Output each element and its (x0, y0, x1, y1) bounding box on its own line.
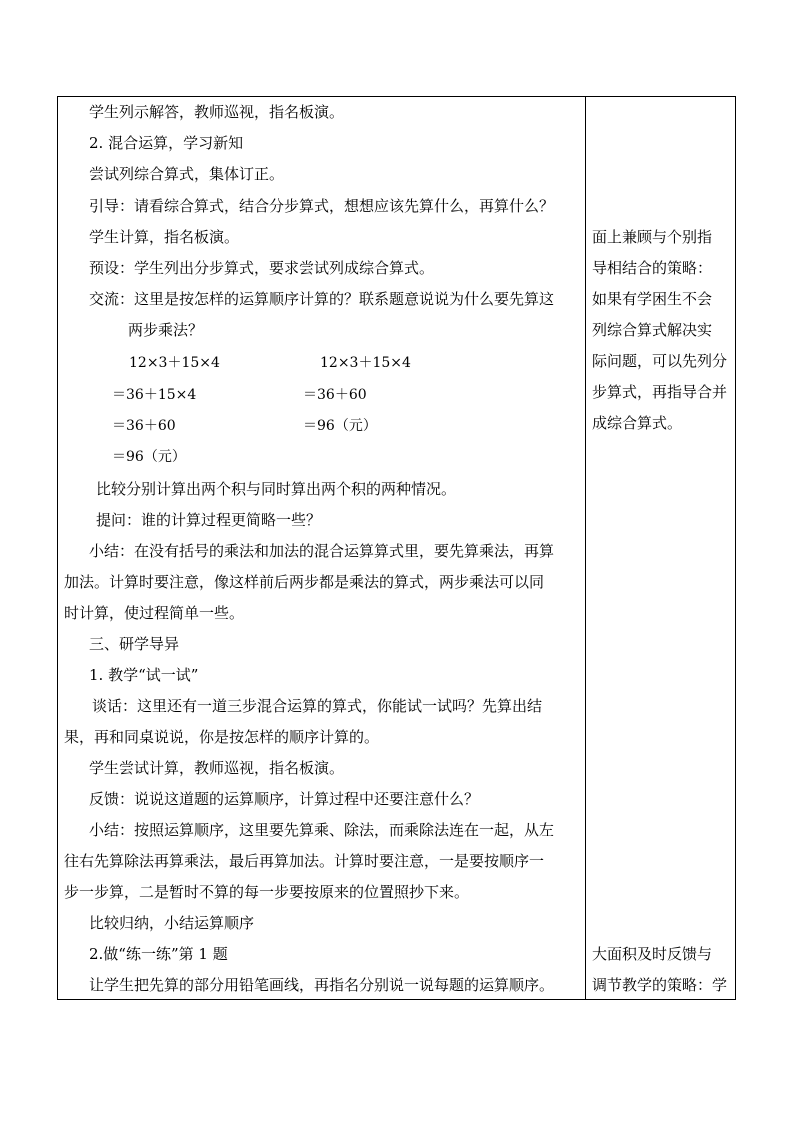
main-line-17: 学生尝试计算，教师巡视，指名板演。 (89, 759, 345, 777)
side-note-1-line-5: 际问题，可以先列分 (592, 352, 728, 370)
side-note-2-line-1: 大面积及时反馈与 (592, 945, 713, 963)
main-line-18: 反馈：说说这道题的运算顺序，计算过程中还要注意什么？ (89, 790, 480, 808)
main-line-9: 比较分别计算出两个积与同时算出两个积的两种情况。 (96, 480, 457, 498)
section-heading: 三、研学导异 (89, 635, 180, 653)
side-note-1-line-4: 列综合算式解决实 (592, 321, 713, 339)
main-line-13: 时计算，使过程简单一些。 (64, 604, 245, 622)
side-note-1-line-7: 成综合算式。 (592, 414, 683, 432)
side-note-1-line-3: 如果有学困生不会 (592, 290, 713, 308)
calc-right-3: ＝96（元） (303, 418, 377, 434)
main-line-16: 果，再和同桌说说，你是按怎样的顺序计算的。 (64, 728, 380, 746)
main-line-2: 2. 混合运算，学习新知 (89, 134, 244, 152)
main-line-23: 2.做“练一练”第 1 题 (89, 945, 228, 963)
calc-right-1: 12×3＋15×4 (320, 355, 411, 371)
side-note-2-line-2: 调节教学的策略：学 (592, 976, 728, 994)
calc-left-1: 12×3＋15×4 (129, 355, 220, 371)
main-line-14: 1. 教学“试一试” (89, 666, 199, 684)
calc-right-2: ＝36＋60 (303, 387, 367, 403)
side-note-1-line-2: 导相结合的策略： (592, 259, 713, 277)
calc-left-3: ＝36＋60 (112, 418, 176, 434)
main-line-20: 往右先算除法再算乘法，最后再算加法。计算时要注意，一是要按顺序一 (64, 852, 545, 870)
main-line-24: 让学生把先算的部分用铅笔画线，再指名分别说一说每题的运算顺序。 (89, 976, 555, 994)
main-line-15: 谈话：这里还有一道三步混合运算的算式，你能试一试吗？先算出结 (92, 697, 543, 715)
main-line-3: 尝试列综合算式，集体订正。 (89, 165, 285, 183)
calc-left-4: ＝96（元） (112, 449, 186, 465)
main-line-10: 提问：谁的计算过程更简略一些？ (96, 511, 322, 529)
main-line-22: 比较归纳，小结运算顺序 (89, 914, 255, 932)
main-line-4: 引导：请看综合算式，结合分步算式，想想应该先算什么，再算什么？ (89, 197, 555, 215)
main-line-8: 两步乘法？ (128, 321, 204, 339)
main-line-11: 小结：在没有括号的乘法和加法的混合运算算式里，要先算乘法，再算 (89, 542, 555, 560)
main-line-5: 学生计算，指名板演。 (89, 228, 240, 246)
side-note-1-line-6: 步算式，再指导合并 (592, 383, 728, 401)
main-line-7: 交流：这里是按怎样的运算顺序计算的？联系题意说说为什么要先算这 (89, 290, 555, 308)
column-divider (585, 96, 586, 1000)
side-note-1-line-1: 面上兼顾与个别指 (592, 228, 713, 246)
main-line-12: 加法。计算时要注意，像这样前后两步都是乘法的算式，两步乘法可以同 (64, 573, 545, 591)
main-line-19: 小结：按照运算顺序，这里要先算乘、除法，而乘除法连在一起，从左 (89, 821, 555, 839)
main-line-21: 步一步算，二是暂时不算的每一步要按原来的位置照抄下来。 (64, 883, 470, 901)
main-line-1: 学生列示解答，教师巡视，指名板演。 (89, 103, 345, 121)
main-line-6: 预设：学生列出分步算式，要求尝试列成综合算式。 (89, 259, 435, 277)
calc-left-2: ＝36＋15×4 (112, 387, 197, 403)
